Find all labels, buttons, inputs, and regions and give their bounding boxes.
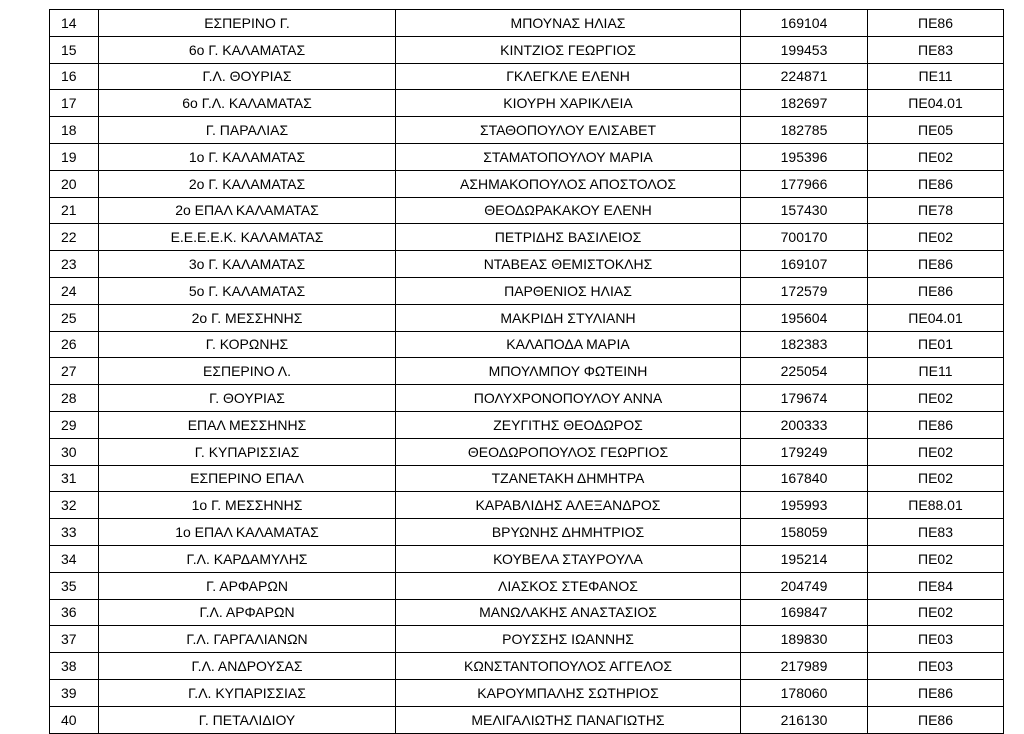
specialty-cell: ΠΕ02: [868, 465, 1004, 492]
specialty-cell: ΠΕ03: [868, 653, 1004, 680]
teacher-name-cell: ΠΟΛΥΧΡΟΝΟΠΟΥΛΟΥ ΑΝΝΑ: [396, 385, 741, 412]
row-number-cell: 27: [50, 358, 99, 385]
specialty-cell: ΠΕ02: [868, 224, 1004, 251]
school-cell: Γ.Λ. ΓΑΡΓΑΛΙΑΝΩΝ: [99, 626, 396, 653]
registry-id-cell: 225054: [741, 358, 868, 385]
school-cell: 2ο Γ. ΚΑΛΑΜΑΤΑΣ: [99, 170, 396, 197]
teacher-name-cell: ΣΤΑΘΟΠΟΥΛΟΥ ΕΛΙΣΑΒΕΤ: [396, 117, 741, 144]
table-row: [50, 465, 1004, 492]
school-cell: 1ο Γ. ΜΕΣΣΗΝΗΣ: [99, 492, 396, 519]
teacher-name-cell: ΛΙΑΣΚΟΣ ΣΤΕΦΑΝΟΣ: [396, 572, 741, 599]
teachers-table: [49, 9, 1004, 734]
row-number-cell: 26: [50, 331, 99, 358]
school-cell: Γ.Λ. ΑΡΦΑΡΩΝ: [99, 599, 396, 626]
row-number-cell: 35: [50, 572, 99, 599]
school-cell: 1ο Γ. ΚΑΛΑΜΑΤΑΣ: [99, 143, 396, 170]
table-row: [50, 143, 1004, 170]
specialty-cell: ΠΕ78: [868, 197, 1004, 224]
teacher-name-cell: ΜΕΛΙΓΑΛΙΩΤΗΣ ΠΑΝΑΓΙΩΤΗΣ: [396, 706, 741, 733]
registry-id-cell: 224871: [741, 63, 868, 90]
teacher-name-cell: ΜΑΚΡΙΔΗ ΣΤΥΛΙΑΝΗ: [396, 304, 741, 331]
specialty-cell: ΠΕ11: [868, 63, 1004, 90]
school-cell: Γ. ΑΡΦΑΡΩΝ: [99, 572, 396, 599]
table-row: [50, 63, 1004, 90]
specialty-cell: ΠΕ02: [868, 599, 1004, 626]
row-number-cell: 20: [50, 170, 99, 197]
row-number-cell: 32: [50, 492, 99, 519]
table-row: [50, 331, 1004, 358]
registry-id-cell: 169107: [741, 251, 868, 278]
specialty-cell: ΠΕ02: [868, 385, 1004, 412]
specialty-cell: ΠΕ86: [868, 10, 1004, 37]
registry-id-cell: 177966: [741, 170, 868, 197]
teacher-name-cell: ΚΙΟΥΡΗ ΧΑΡΙΚΛΕΙΑ: [396, 90, 741, 117]
teacher-name-cell: ΡΟΥΣΣΗΣ ΙΩΑΝΝΗΣ: [396, 626, 741, 653]
specialty-cell: ΠΕ11: [868, 358, 1004, 385]
row-number-cell: 37: [50, 626, 99, 653]
specialty-cell: ΠΕ86: [868, 679, 1004, 706]
row-number-cell: 29: [50, 411, 99, 438]
registry-id-cell: 179674: [741, 385, 868, 412]
registry-id-cell: 182697: [741, 90, 868, 117]
table-body: [50, 10, 1004, 734]
table-row: [50, 706, 1004, 733]
school-cell: 6ο Γ. ΚΑΛΑΜΑΤΑΣ: [99, 36, 396, 63]
school-cell: Ε.Ε.Ε.Ε.Κ. ΚΑΛΑΜΑΤΑΣ: [99, 224, 396, 251]
teacher-name-cell: ΝΤΑΒΕΑΣ ΘΕΜΙΣΤΟΚΛΗΣ: [396, 251, 741, 278]
teacher-name-cell: ΚΑΡΑΒΛΙΔΗΣ ΑΛΕΞΑΝΔΡΟΣ: [396, 492, 741, 519]
school-cell: Γ.Λ. ΘΟΥΡΙΑΣ: [99, 63, 396, 90]
registry-id-cell: 189830: [741, 626, 868, 653]
specialty-cell: ΠΕ86: [868, 277, 1004, 304]
school-cell: Γ. ΠΑΡΑΛΙΑΣ: [99, 117, 396, 144]
specialty-cell: ΠΕ04.01: [868, 304, 1004, 331]
specialty-cell: ΠΕ86: [868, 170, 1004, 197]
registry-id-cell: 169104: [741, 10, 868, 37]
table-row: [50, 599, 1004, 626]
teacher-name-cell: ΜΠΟΥΛΜΠΟΥ ΦΩΤΕΙΝΗ: [396, 358, 741, 385]
teacher-name-cell: ΜΠΟΥΝΑΣ ΗΛΙΑΣ: [396, 10, 741, 37]
row-number-cell: 22: [50, 224, 99, 251]
registry-id-cell: 195993: [741, 492, 868, 519]
registry-id-cell: 178060: [741, 679, 868, 706]
registry-id-cell: 182785: [741, 117, 868, 144]
table-row: [50, 653, 1004, 680]
row-number-cell: 25: [50, 304, 99, 331]
teacher-name-cell: ΑΣΗΜΑΚΟΠΟΥΛΟΣ ΑΠΟΣΤΟΛΟΣ: [396, 170, 741, 197]
table-row: [50, 438, 1004, 465]
registry-id-cell: 195604: [741, 304, 868, 331]
registry-id-cell: 157430: [741, 197, 868, 224]
school-cell: ΕΣΠΕΡΙΝΟ ΕΠΑΛ: [99, 465, 396, 492]
teacher-name-cell: ΚΟΥΒΕΛΑ ΣΤΑΥΡΟΥΛΑ: [396, 545, 741, 572]
table-row: [50, 170, 1004, 197]
registry-id-cell: 182383: [741, 331, 868, 358]
registry-id-cell: 195214: [741, 545, 868, 572]
school-cell: ΕΠΑΛ ΜΕΣΣΗΝΗΣ: [99, 411, 396, 438]
row-number-cell: 23: [50, 251, 99, 278]
table-row: [50, 304, 1004, 331]
school-cell: 2ο ΕΠΑΛ ΚΑΛΑΜΑΤΑΣ: [99, 197, 396, 224]
specialty-cell: ΠΕ04.01: [868, 90, 1004, 117]
table-row: [50, 492, 1004, 519]
registry-id-cell: 200333: [741, 411, 868, 438]
row-number-cell: 33: [50, 519, 99, 546]
row-number-cell: 16: [50, 63, 99, 90]
specialty-cell: ΠΕ86: [868, 251, 1004, 278]
teacher-name-cell: ΠΑΡΘΕΝΙΟΣ ΗΛΙΑΣ: [396, 277, 741, 304]
school-cell: Γ.Λ. ΑΝΔΡΟΥΣΑΣ: [99, 653, 396, 680]
specialty-cell: ΠΕ84: [868, 572, 1004, 599]
table-row: [50, 224, 1004, 251]
table-row: [50, 277, 1004, 304]
row-number-cell: 31: [50, 465, 99, 492]
table-row: [50, 36, 1004, 63]
school-cell: 5ο Γ. ΚΑΛΑΜΑΤΑΣ: [99, 277, 396, 304]
specialty-cell: ΠΕ01: [868, 331, 1004, 358]
teacher-name-cell: ΣΤΑΜΑΤΟΠΟΥΛΟΥ ΜΑΡΙΑ: [396, 143, 741, 170]
school-cell: ΕΣΠΕΡΙΝΟ Λ.: [99, 358, 396, 385]
table-row: [50, 519, 1004, 546]
table-row: [50, 10, 1004, 37]
teacher-name-cell: ΘΕΟΔΩΡΟΠΟΥΛΟΣ ΓΕΩΡΓΙΟΣ: [396, 438, 741, 465]
row-number-cell: 18: [50, 117, 99, 144]
teacher-name-cell: ΤΖΑΝΕΤΑΚΗ ΔΗΜΗΤΡΑ: [396, 465, 741, 492]
school-cell: 1ο ΕΠΑΛ ΚΑΛΑΜΑΤΑΣ: [99, 519, 396, 546]
table-row: [50, 626, 1004, 653]
school-cell: Γ.Λ. ΚΑΡΔΑΜΥΛΗΣ: [99, 545, 396, 572]
registry-id-cell: 700170: [741, 224, 868, 251]
school-cell: Γ. ΚΟΡΩΝΗΣ: [99, 331, 396, 358]
specialty-cell: ΠΕ86: [868, 706, 1004, 733]
teacher-name-cell: ΜΑΝΩΛΑΚΗΣ ΑΝΑΣΤΑΣΙΟΣ: [396, 599, 741, 626]
school-cell: Γ. ΠΕΤΑΛΙΔΙΟΥ: [99, 706, 396, 733]
teacher-name-cell: ΚΑΛΑΠΟΔΑ ΜΑΡΙΑ: [396, 331, 741, 358]
specialty-cell: ΠΕ02: [868, 438, 1004, 465]
registry-id-cell: 217989: [741, 653, 868, 680]
table-row: [50, 411, 1004, 438]
row-number-cell: 24: [50, 277, 99, 304]
row-number-cell: 15: [50, 36, 99, 63]
school-cell: Γ. ΚΥΠΑΡΙΣΣΙΑΣ: [99, 438, 396, 465]
teacher-name-cell: ΒΡΥΩΝΗΣ ΔΗΜΗΤΡΙΟΣ: [396, 519, 741, 546]
table-row: [50, 572, 1004, 599]
row-number-cell: 30: [50, 438, 99, 465]
specialty-cell: ΠΕ83: [868, 36, 1004, 63]
row-number-cell: 40: [50, 706, 99, 733]
table-row: [50, 117, 1004, 144]
specialty-cell: ΠΕ05: [868, 117, 1004, 144]
teacher-name-cell: ΘΕΟΔΩΡΑΚΑΚΟΥ ΕΛΕΝΗ: [396, 197, 741, 224]
registry-id-cell: 199453: [741, 36, 868, 63]
row-number-cell: 39: [50, 679, 99, 706]
row-number-cell: 36: [50, 599, 99, 626]
specialty-cell: ΠΕ03: [868, 626, 1004, 653]
table-row: [50, 385, 1004, 412]
school-cell: 6ο Γ.Λ. ΚΑΛΑΜΑΤΑΣ: [99, 90, 396, 117]
row-number-cell: 28: [50, 385, 99, 412]
registry-id-cell: 204749: [741, 572, 868, 599]
table-row: [50, 197, 1004, 224]
row-number-cell: 34: [50, 545, 99, 572]
table-row: [50, 251, 1004, 278]
school-cell: ΕΣΠΕΡΙΝΟ Γ.: [99, 10, 396, 37]
school-cell: 3ο Γ. ΚΑΛΑΜΑΤΑΣ: [99, 251, 396, 278]
registry-id-cell: 179249: [741, 438, 868, 465]
registry-id-cell: 158059: [741, 519, 868, 546]
registry-id-cell: 195396: [741, 143, 868, 170]
teacher-name-cell: ΚΩΝΣΤΑΝΤΟΠΟΥΛΟΣ ΑΓΓΕΛΟΣ: [396, 653, 741, 680]
table-row: [50, 90, 1004, 117]
registry-id-cell: 172579: [741, 277, 868, 304]
specialty-cell: ΠΕ83: [868, 519, 1004, 546]
registry-id-cell: 167840: [741, 465, 868, 492]
specialty-cell: ΠΕ86: [868, 411, 1004, 438]
specialty-cell: ΠΕ02: [868, 143, 1004, 170]
school-cell: 2ο Γ. ΜΕΣΣΗΝΗΣ: [99, 304, 396, 331]
registry-id-cell: 169847: [741, 599, 868, 626]
specialty-cell: ΠΕ88.01: [868, 492, 1004, 519]
specialty-cell: ΠΕ02: [868, 545, 1004, 572]
row-number-cell: 17: [50, 90, 99, 117]
teacher-name-cell: ΚΑΡΟΥΜΠΑΛΗΣ ΣΩΤΗΡΙΟΣ: [396, 679, 741, 706]
registry-id-cell: 216130: [741, 706, 868, 733]
row-number-cell: 14: [50, 10, 99, 37]
row-number-cell: 21: [50, 197, 99, 224]
teacher-name-cell: ΖΕΥΓΙΤΗΣ ΘΕΟΔΩΡΟΣ: [396, 411, 741, 438]
table-row: [50, 358, 1004, 385]
table-row: [50, 545, 1004, 572]
teacher-name-cell: ΚΙΝΤΖΙΟΣ ΓΕΩΡΓΙΟΣ: [396, 36, 741, 63]
teacher-name-cell: ΠΕΤΡΙΔΗΣ ΒΑΣΙΛΕΙΟΣ: [396, 224, 741, 251]
row-number-cell: 38: [50, 653, 99, 680]
school-cell: Γ.Λ. ΚΥΠΑΡΙΣΣΙΑΣ: [99, 679, 396, 706]
teacher-name-cell: ΓΚΛΕΓΚΛΕ ΕΛΕΝΗ: [396, 63, 741, 90]
row-number-cell: 19: [50, 143, 99, 170]
table-row: [50, 679, 1004, 706]
school-cell: Γ. ΘΟΥΡΙΑΣ: [99, 385, 396, 412]
